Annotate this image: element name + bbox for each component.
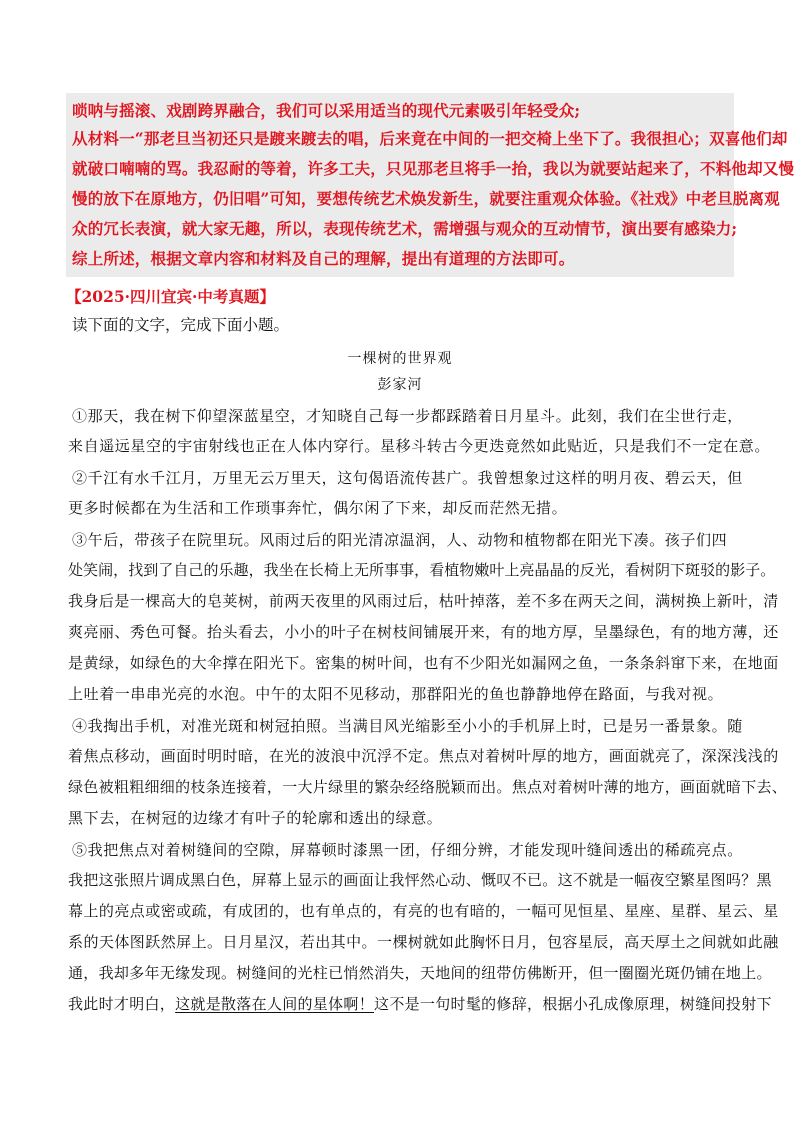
answer-line-3: 就破口喃喃的骂。我忍耐的等着，许多工夫，只见那老旦将手一抬，我以为就要站起来了，不料他却又慢 <box>72 159 795 178</box>
article-line: ②千江有水千江月，万里无云万里天，这句偈语流传甚广。我曾想象过这样的明月夜、碧云天，但 <box>72 469 743 487</box>
answer-line-4: 慢的放下在原地方，仍旧唱”可知，要想传统艺术焕发新生，就要注重观众体验。《社戏》中老旦脱离观 <box>72 189 780 208</box>
answer-box <box>66 93 795 277</box>
answer-line-5: 众的冗长表演，就大家无趣，所以，表现传统艺术，需增强与观众的互动情节，演出要有感染力; <box>72 219 738 238</box>
article-line: ③午后，带孩子在院里玩。风雨过后的阳光清凉温润，人、动物和植物都在阳光下凑。孩子们四 <box>72 531 728 549</box>
last-line-before: 我此时才明白， <box>68 995 176 1013</box>
article-line: 通，我却多年无缘发现。树缝间的光柱已悄然消失，天地间的纽带仿佛断开，但一圈圈光斑仍铺在地上。 <box>68 964 772 982</box>
article-line: 我身后是一棵高大的皂荚树，前两天夜里的风雨过后，枯叶掉落，差不多在两天之间，满树换上新叶，清 <box>68 592 779 610</box>
article-title: 一棵树的世界观 <box>347 351 453 367</box>
last-line-after: 这不是一句时髦的修辞，根据小孔成像原理，树缝间投射下 <box>374 995 772 1013</box>
article-line: 处笑闹，找到了自己的乐趣，我坐在长椅上无所事事，看植物嫩叶上亮晶晶的反光，看树阴下斑驳的影子。 <box>68 561 776 579</box>
answer-line-1: 唢呐与摇滚、戏剧跨界融合，我们可以采用适当的现代元素吸引年轻受众; <box>72 101 581 120</box>
article-line: 来自遥远星空的宇宙射线也正在人体内穿行。星移斗转古今更迭竟然如此贴近，只是我们不一定在意。 <box>68 437 771 455</box>
article-line: 我把这张照片调成黑白色，屏幕上显示的画面让我怦然心动、慨叹不已。这不就是一幅夜空繁星图吗？黑 <box>68 871 772 889</box>
article-line: 绿色被粗粗细细的枝条连接着，一大片绿里的繁杂经络脱颖而出。焦点对着树叶薄的地方，画面就暗下去、 <box>68 778 788 796</box>
instruction: 读下面的文字，完成下面小题。 <box>72 316 290 334</box>
article-line: 幕上的亮点或密或疏，有成团的，也有单点的，有亮的也有暗的，一幅可见恒星、星座、星群、星云、星 <box>68 902 779 920</box>
article-line: 是黄绿，如绿色的大伞撑在阳光下。密集的树叶间，也有不少阳光如漏网之鱼，一条条斜窜下来，在地面 <box>68 654 779 672</box>
underlined-sentence: 这就是散落在人间的星体啊！ <box>175 995 375 1013</box>
article-line: ④我掏出手机，对准光斑和树冠拍照。当满目风光缩影至小小的手机屏上时，已是另一番景象。随 <box>72 717 743 735</box>
article-line: 着焦点移动，画面时明时暗，在光的波浪中沉浮不定。焦点对着树叶厚的地方，画面就亮了，深深浅浅的 <box>68 747 779 765</box>
article-line: 系的天体图跃然屏上。日月星汉，若出其中。一棵树就如此胸怀日月，包容星辰，高天厚土之间就如此融 <box>68 933 779 951</box>
article-last-line <box>68 993 772 1014</box>
answer-line-2: 从材料一“那老旦当初还只是踱来踱去的唱，后来竟在中间的一把交椅上坐下了。我很担心；双喜他们却 <box>72 129 788 148</box>
answer-line-6: 综上所述，根据文章内容和材料及自己的理解，提出有道理的方法即可。 <box>72 249 575 268</box>
article-line: 爽亮丽、秀色可餐。抬头看去，小小的叶子在树枝间铺展开来，有的地方厚，呈墨绿色，有的地方薄，还 <box>68 623 779 641</box>
source-tag: 【2025·四川宜宾·中考真题】 <box>66 287 275 306</box>
article-line: 更多时候都在为生活和工作琐事奔忙，偶尔闲了下来，却反而茫然无措。 <box>68 499 568 517</box>
article-line: 黑下去，在树冠的边缘才有叶子的轮廓和透出的绿意。 <box>68 809 443 827</box>
article-line: ⑤我把焦点对着树缝间的空隙，屏幕顿时漆黑一团，仔细分辨，才能发现叶缝间透出的稀疏亮点。 <box>72 841 743 859</box>
article-line: ①那天，我在树下仰望深蓝星空，才知晓自己每一步都踩踏着日月星斗。此刻，我们在尘世行走， <box>72 407 743 425</box>
article-author: 彭家河 <box>377 377 423 393</box>
article-line: 上吐着一串串光亮的水泡。中午的太阳不见移动，那群阳光的鱼也静静地停在路面，与我对视。 <box>68 685 724 703</box>
